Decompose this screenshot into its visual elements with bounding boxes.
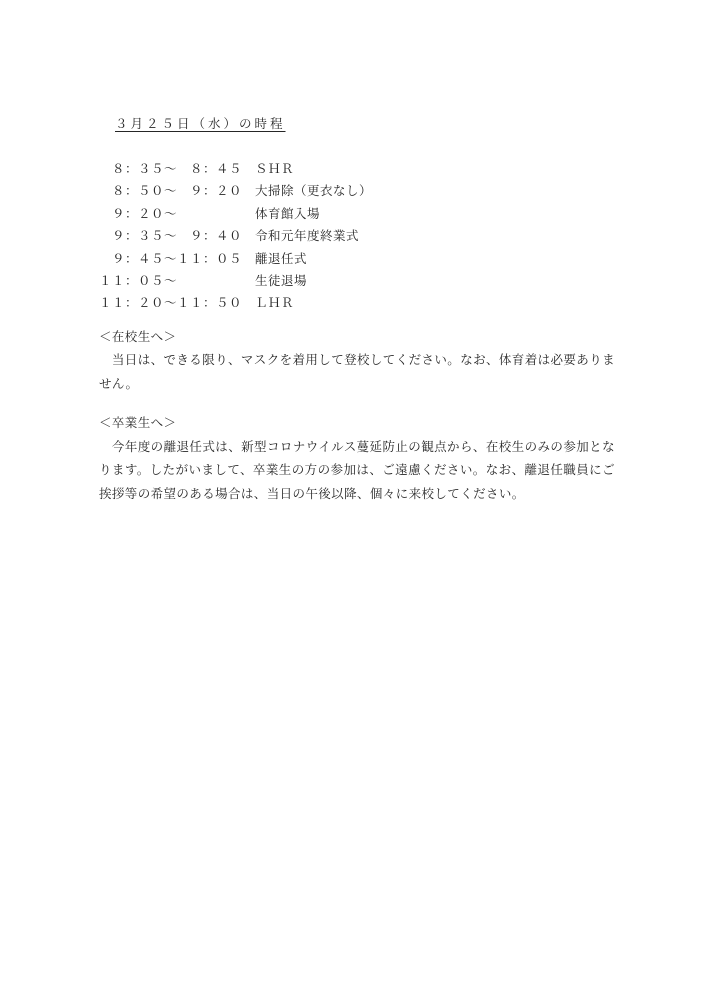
schedule-row <box>99 158 615 180</box>
schedule-time: ９：２０～ <box>99 206 178 221</box>
schedule-activity: 令和元年度終業式 <box>255 229 360 244</box>
schedule-row <box>99 225 615 247</box>
schedule-row <box>99 270 615 292</box>
schedule-list <box>99 158 615 315</box>
section-body-graduates: 今年度の離退任式は、新型コロナウイルス蔓延防止の観点から、在校生のみの参加となります。したがいまして、卒業生の方の参加は、ご遠慮ください。なお、離退任職員にご挨拶等の希望のある場合は、当日の午後以降、個々に来校してください。 <box>99 439 615 501</box>
section-body-current-students: 当日は、できる限り、マスクを着用して登校してください。なお、体育着は必要ありません。 <box>99 353 616 391</box>
schedule-activity: ＳＨＲ <box>255 162 295 176</box>
schedule-row <box>99 248 615 270</box>
schedule-time: ９：４５～１１：０５ <box>99 251 243 266</box>
schedule-row <box>99 180 615 202</box>
schedule-activity: ＬＨＲ <box>255 296 295 311</box>
schedule-activity: 離退任式 <box>255 251 308 266</box>
section-heading-graduates: ＜卒業生へ＞ <box>99 416 177 431</box>
schedule-row <box>99 292 615 314</box>
schedule-time: １１：２０～１１：５０ <box>99 296 243 311</box>
schedule-time: １１：０５～ <box>99 274 178 289</box>
schedule-time: ９：３５～ ９：４０ <box>99 229 243 244</box>
schedule-time: ８：５０～ ９：２０ <box>99 184 243 199</box>
notice-to-graduates <box>99 412 615 506</box>
schedule-activity: 生徒退場 <box>255 274 308 289</box>
section-heading-current-students: ＜在校生へ＞ <box>99 329 177 344</box>
schedule-activity: 大掃除（更衣なし） <box>255 184 373 199</box>
schedule-row <box>99 203 615 225</box>
page-title: ３月２５日（水）の時程 <box>115 117 286 131</box>
schedule-time: ８：３５～ ８：４５ <box>99 162 243 176</box>
notice-to-current-students <box>99 326 615 397</box>
schedule-activity: 体育館入場 <box>255 206 321 221</box>
